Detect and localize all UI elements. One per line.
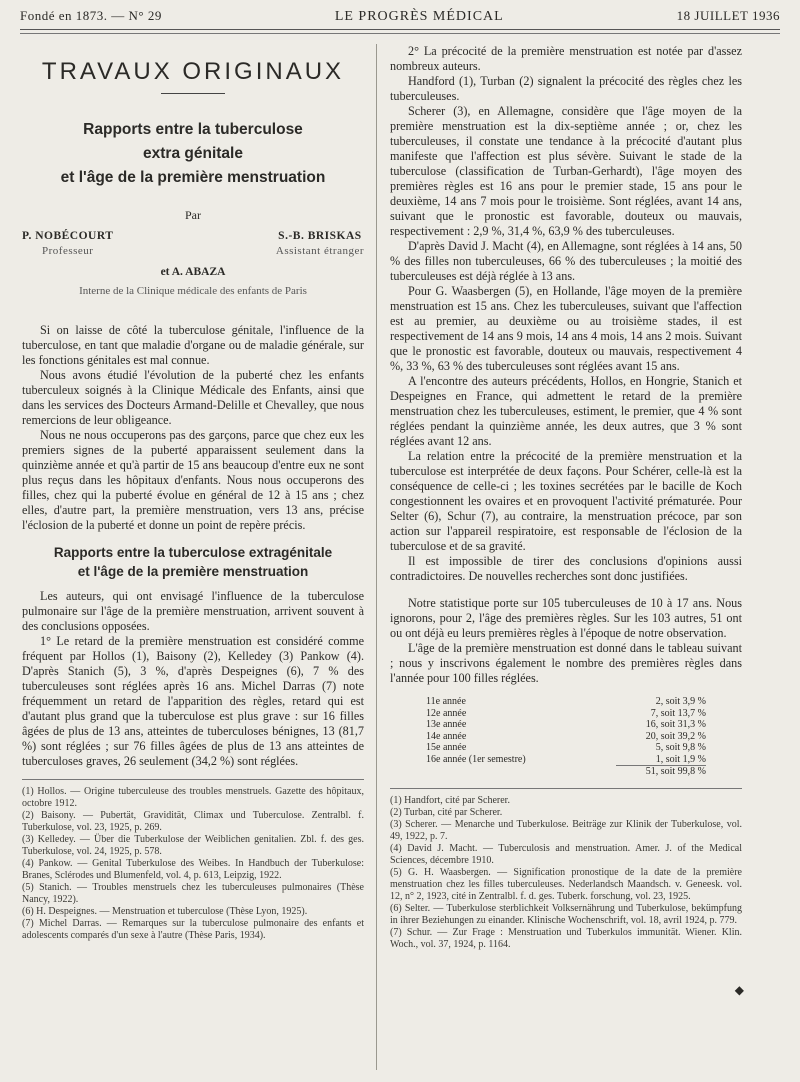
paragraph: A l'encontre des auteurs précédents, Hollos, en Hongrie, Stanich et Despeignes en France, qui admettent le retard de la première menstruation chez les tuberculeuses, estiment, le premier, que 4 % sont réglées pendant la quinzième année, les deux autres, que 3 % sont réglées avant 12 ans. (390, 374, 742, 448)
subsection-title (22, 543, 364, 581)
footnote: (5) G. H. Waasbergen. — Signification pronostique de la date de la première menstruation chez les filles tuberculeuses. Nederlandsch Maandsch. v. Geneesk. vol. 12, n° 2, 1923, cité in Zentralbl. f. d. ges. Tuberk. forschung, vol. 23, 1925. (390, 866, 742, 902)
row-label: 16e année (1er semestre) (426, 753, 526, 765)
paragraph: Nous avons étudié l'évolution de la puberté chez les enfants tuberculeux soignés à la Clinique Médicale des Enfants, ainsi que dans les services des Docteurs Armand-Delille et Chevalley, que nous remercions de leur obligeance. (22, 368, 364, 427)
paragraph: La relation entre la précocité de la première menstruation et la tuberculose est interprétée de deux façons. Pour Schérer, celle-là est la conséquence de celle-ci ; les toxines secrétées par le bacille de Koch congestionnent les ovaires et en provoquent l'activité prématurée. Pour Selter (6), Schur (7), au contraire, la menstruation précoce, par son action sur l'appareil respiratoire, est responsable de l'éclosion de la tuberculose et de sa gravité. (390, 449, 742, 553)
author-1 (22, 229, 113, 259)
authors (22, 229, 364, 259)
journal-name: LE PROGRÈS MÉDICAL (334, 9, 504, 24)
footnote: (3) Kelledey. — Über die Tuberkulose der Weiblichen genitalien. Zbl. f. des ges. Tuberkulose, vol. 24, 1925, p. 578. (22, 834, 364, 857)
table-total-row (426, 766, 706, 778)
footnote: (6) H. Despeignes. — Menstruation et tuberculose (Thèse Lyon, 1925). (22, 906, 308, 917)
footnote: (6) Selter. — Tuberkulose sterblichkeit Volksernährung und Tuberkulose, bekümpfung in ihrer Beziehungen zu einander. Klinische Wochenschrift, vol. 18, avril 1924, p. 779. (390, 902, 742, 926)
running-header (20, 8, 780, 30)
author-name: P. NOBÉCOURT (22, 230, 114, 242)
row-value: 2, soit 3,9 % (655, 696, 706, 707)
row-value: 16, soit 31,3 % (645, 719, 706, 730)
footnote: (1) Hollos. — Origine tuberculeuse des troubles menstruels. Gazette des hôpitaux, octobre 1912. (22, 786, 364, 809)
footnote: (7) Schur. — Zur Frage : Menstruation und Tuberkulos immunität. Wiener. Klin. Woch., vol. 37, 1924, p. 1164. (390, 926, 742, 950)
menarche-table (426, 696, 706, 778)
paragraph: Handford (1), Turban (2) signalent la précocité des règles chez les tuberculeuses. (390, 74, 742, 103)
paragraph: Pour G. Waasbergen (5), en Hollande, l'âge moyen de la première menstruation est 15 ans. Chez les tuberculeuses, suivant que l'affection est au premier, au deuxième ou au troisième stades, il est respectivement de 14 ans 9 mois, 14 ans 4 mois, 14 ans 2 mois. Suivant que le pronostic est favorable, douteux ou mauvais, respectivement 4 %, 33 %, 63 % des tuberculeuses sont réglées avant 15 ans. (390, 284, 742, 373)
section-title: TRAVAUX ORIGINAUX (41, 58, 345, 85)
row-value: 1, soit 1,9 % (655, 753, 706, 765)
affiliation: Interne de la Clinique médicale des enfants de Paris (79, 285, 307, 297)
subsection-title-line: et l'âge de la première menstruation (77, 564, 309, 579)
row-value: 7, soit 13,7 % (650, 707, 706, 719)
article-title (22, 118, 364, 190)
right-column (390, 44, 742, 951)
table-row (426, 719, 706, 731)
paragraph: Il est impossible de tirer des conclusions d'opinions aussi contradictoires. De nouvelles recherches sont donc justifiées. (390, 554, 742, 583)
table-row (426, 754, 706, 766)
header-left: Fondé en 1873. — N° 29 (20, 8, 162, 23)
paragraph: Si on laisse de côté la tuberculose génitale, l'influence de la tuberculose, en tant que maladie d'organe ou de maladie générale, sur les fonctions génitales est mal connue. (22, 323, 364, 367)
row-value: 20, soit 39,2 % (645, 730, 706, 742)
paragraph: Nous ne nous occuperons pas des garçons, parce que chez eux les premiers signes de la puberté apparaissent seulement dans la quinzième année et qu'à partir de 15 ans beaucoup d'entre eux ne sont plus reçus dans les hôpitaux d'enfants. Nous nous occuperons des filles, chez qui la puberté évolue en général de 12 à 15 ans ; chez elles, d'autre part, la première menstruation, vers 13 ans, précise l'éclosion de la puberté et donne un point de repère précis. (22, 428, 364, 532)
footnote-rule (390, 788, 742, 789)
footnote: (2) Baisony. — Pubertät, Gravidität, Climax und Tuberculose. Zentralbl. f. Tuberkulose, vol. 23, 1925, p. 269. (22, 810, 364, 833)
footnote: (3) Scherer. — Menarche und Tuberkulose. Beiträge zur Klinik der Tuberkulose, vol. 49, 1922, p. 7. (390, 818, 742, 842)
subsection-title-line: Rapports entre la tuberculose extragénitale (53, 545, 333, 560)
row-value: 5, soit 9,8 % (655, 742, 706, 753)
by-line: Par (185, 208, 201, 222)
row-label: 15e année (426, 742, 467, 753)
author-name: S.-B. BRISKAS (278, 230, 362, 242)
author-role: Assistant étranger (275, 245, 364, 257)
paragraph: D'après David J. Macht (4), en Allemagne, sont réglées à 14 ans, 50 % des filles non tuberculeuses, 66 % des tuberculeuses ; la moitié des tuberculeuses est déjà réglée à 13 ans. (390, 239, 742, 283)
footnote: (7) Michel Darras. — Remarques sur la tuberculose pulmonaire des enfants et adolescents comparés d'un sexe à l'autre (Thèse Paris, 1934). (22, 918, 364, 941)
paragraph: L'âge de la première menstruation est donné dans le tableau suivant ; nous y inscrivons également le nombre des premières règles dans l'année pour 100 filles réglées. (390, 641, 742, 685)
row-label: 13e année (426, 719, 467, 730)
table-row (426, 696, 706, 708)
paragraph: 1° Le retard de la première menstruation est considéré comme fréquent par Hollos (1), Baisony (2), Kelledey (3) Pankow (4). D'après Stanich (5), 3 %, d'après Despeignes (6), 7 % des tuberculeuses sont réglées après 16 ans. Michel Darras (7) note fréquemment un retard de l'apparition des règles, retard qui est d'autant plus grand que la tuberculose est plus grave : sur 16 filles âgées de plus de 13 ans, atteintes de tuberculoses bénignes, 13 (81,7 %) sont réglées ; sur 76 filles âgées de plus de 13 ans atteintes de tuberculoses graves, 26 seulement (34,2 %) sont réglées. (22, 634, 364, 768)
footnote: (4) David J. Macht. — Tuberculosis and menstruation. Amer. J. of the Medical Sciences, décembre 1910. (390, 842, 742, 866)
footnote: (4) Pankow. — Genital Tuberkulose des Weibes. In Handbuch der Tuberkulose: Branes, Sclérodes und Blumenfeld, vol. 4, p. 613, Leipzig, 1922. (22, 858, 364, 881)
article-title-line: et l'âge de la première menstruation (60, 169, 326, 186)
row-label: 11e année (426, 696, 466, 707)
footnote: (1) Handfort, cité par Scherer. (390, 794, 510, 806)
row-label: 12e année (426, 707, 467, 719)
table-row (426, 708, 706, 720)
issue-date: 18 JUILLET 1936 (676, 8, 780, 23)
footnote: (2) Turban, cité par Scherer. (390, 806, 503, 818)
paragraph: Notre statistique porte sur 105 tuberculeuses de 10 à 17 ans. Nous ignorons, pour 2, l'âge des premières règles. Sur les 103 autres, 51 ont ou ont déjà eu leurs premières règles à l'époque de notre observation. (390, 596, 742, 640)
paragraph: Scherer (3), en Allemagne, considère que l'âge moyen de la première menstruation est la dix-septième année ; or, chez les tuberculeuses, il constate une tendance à la précocité d'autant plus manifeste que l'affection est plus sévère. Suivant le stade de la tuberculose (classification de Turban-Gerhardt), l'âge moyen des premières règles est 16 ans pour le premier stade, 15 ans pour le deuxième, 14 ans 7 mois pour le troisième. Sont réglées, avant 14 ans, suivant que le pronostic est favorable, douteux ou mauvais, respectivement : 2,9 %, 31,4 %, 63,9 % des tuberculeuses. (390, 104, 742, 238)
end-mark: ◆ (734, 983, 744, 997)
table-row (426, 742, 706, 754)
title-rule (161, 93, 225, 94)
paragraph: Les auteurs, qui ont envisagé l'influence de la tuberculose pulmonaire sur l'âge de la première menstruation, arrivent souvent à des conclusions opposées. (22, 589, 364, 633)
article-title-line: Rapports entre la tuberculose (83, 121, 303, 138)
header-rule-2 (20, 33, 780, 34)
author-role: Professeur (42, 245, 94, 257)
author-2 (276, 229, 364, 259)
article-title-line: extra génitale (143, 145, 243, 162)
author-3: et A. ABAZA (160, 266, 226, 278)
footnote: (5) Stanich. — Troubles menstruels chez les tuberculeuses pulmonaires (Thèse Nancy, 1922). (22, 882, 364, 905)
left-column (22, 44, 364, 942)
paragraph: 2° La précocité de la première menstruation est notée par d'assez nombreux auteurs. (390, 44, 742, 73)
table-total: 51, soit 99,8 % (645, 766, 706, 777)
column-divider (376, 44, 377, 1070)
footnote-rule (22, 779, 364, 780)
row-label: 14e année (426, 730, 467, 742)
table-row (426, 731, 706, 743)
header-rule (20, 29, 780, 30)
